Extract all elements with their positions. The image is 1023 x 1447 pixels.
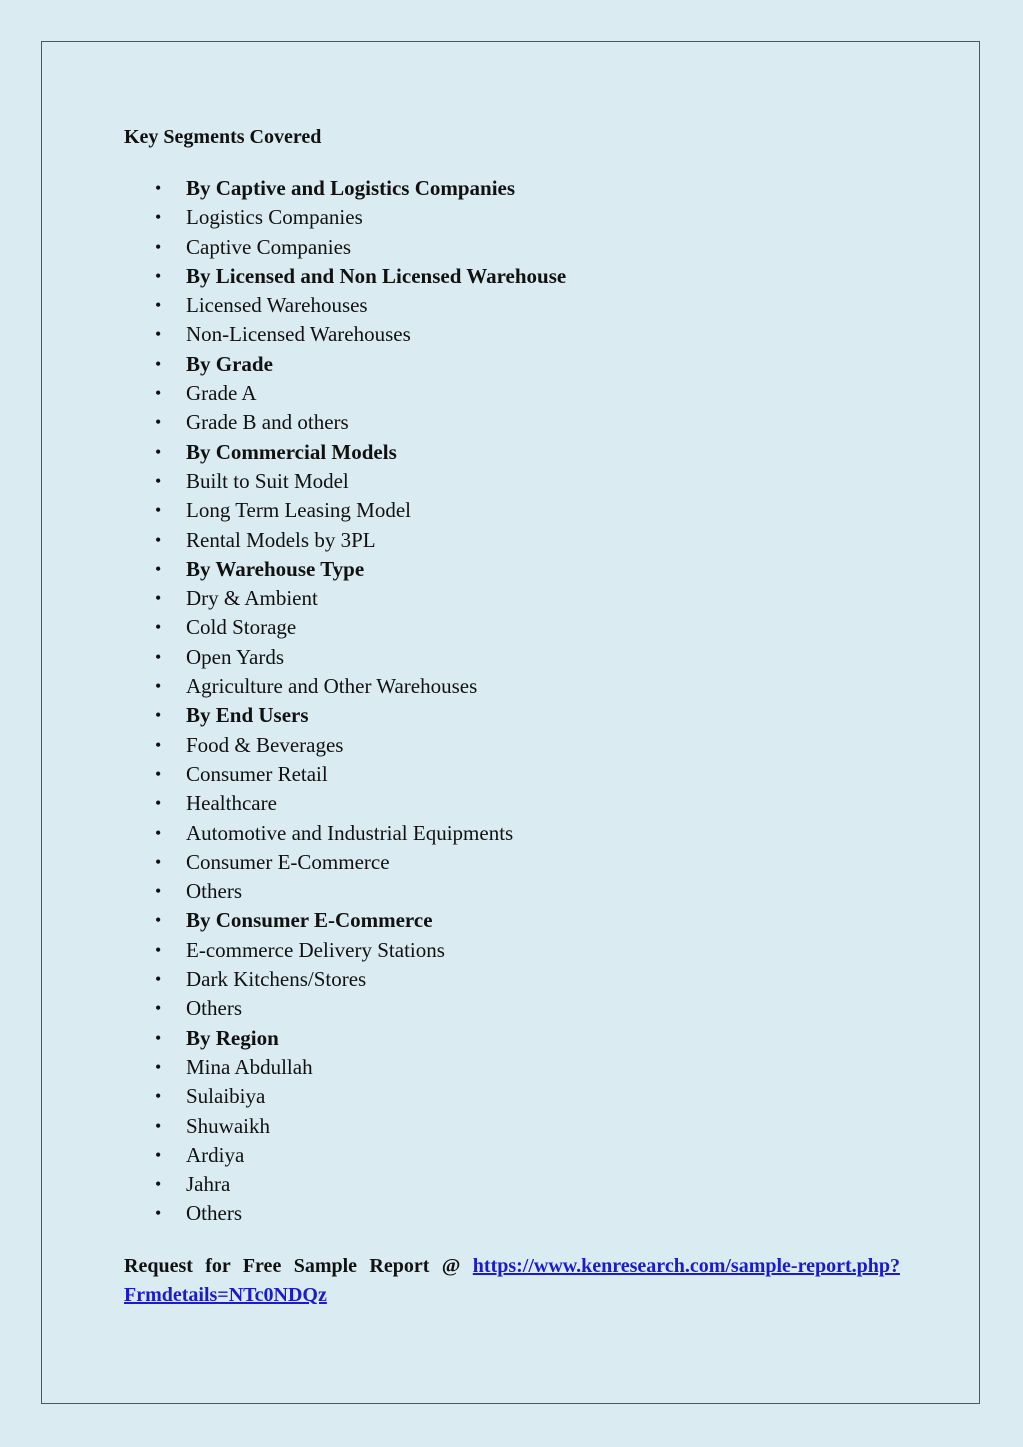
segment-list-item [124, 233, 566, 262]
segment-list-item [124, 320, 566, 349]
segment-label: By Licensed and Non Licensed Warehouse [186, 263, 567, 288]
sample-request-label: Request for Free Sample Report @ [124, 1255, 473, 1277]
segment-label: Ardiya [186, 1142, 245, 1167]
bullet-icon: • [155, 1086, 162, 1107]
bullet-icon: • [155, 441, 162, 462]
segment-label: Grade B and others [186, 410, 349, 435]
segment-list-item [124, 848, 566, 877]
segment-label: By End Users [186, 703, 309, 728]
segment-label: Jahra [186, 1172, 231, 1197]
segment-list-item [124, 379, 566, 408]
segment-category-item [124, 701, 566, 730]
segment-label: Logistics Companies [186, 205, 363, 230]
bullet-icon: • [155, 178, 162, 198]
bullet-icon: • [155, 910, 162, 931]
bullet-icon: • [155, 822, 162, 843]
segment-label: Consumer Retail [186, 761, 328, 786]
bullet-icon: • [155, 851, 162, 872]
segment-list [124, 174, 566, 1229]
segment-category-item [124, 262, 566, 291]
segment-list-item [124, 1082, 566, 1111]
segment-label: Rental Models by 3PL [186, 527, 376, 552]
bullet-icon: • [155, 1056, 162, 1077]
segment-list-item [124, 994, 566, 1023]
segment-list-item [124, 760, 566, 789]
segment-label: By Captive and Logistics Companies [186, 176, 516, 200]
segment-label: Non-Licensed Warehouses [186, 322, 411, 347]
bullet-icon: • [155, 412, 162, 433]
segment-label: E-commerce Delivery Stations [186, 937, 445, 962]
bullet-icon: • [155, 1144, 162, 1165]
segment-label: Others [186, 879, 242, 904]
bullet-icon: • [155, 646, 162, 667]
bullet-icon: • [155, 617, 162, 638]
segment-list-item [124, 526, 566, 555]
bullet-icon: • [155, 1115, 162, 1136]
bullet-icon: • [155, 705, 162, 726]
bullet-icon: • [155, 998, 162, 1019]
segment-label: Dark Kitchens/Stores [186, 967, 367, 992]
segment-label: By Consumer E-Commerce [186, 908, 433, 933]
segment-label: By Region [186, 1025, 279, 1050]
segment-list-item [124, 1199, 566, 1228]
segment-list-item [124, 819, 566, 848]
segment-list-item [124, 467, 566, 496]
bullet-icon: • [155, 324, 162, 345]
segment-list-item [124, 613, 566, 642]
bullet-icon: • [155, 295, 162, 316]
segment-list-item [124, 1112, 566, 1141]
segment-category-item [124, 1024, 566, 1053]
segment-label: Food & Beverages [186, 732, 344, 757]
segment-list-item [124, 1141, 566, 1170]
section-heading: Key Segments Covered [124, 126, 322, 148]
bullet-icon: • [155, 676, 162, 697]
segment-list-item [124, 936, 566, 965]
bullet-icon: • [155, 763, 162, 784]
segment-list-item [124, 408, 566, 437]
bullet-icon: • [155, 939, 162, 960]
segment-label: Healthcare [186, 791, 277, 816]
segment-list-item [124, 731, 566, 760]
segment-list-item [124, 643, 566, 672]
segment-label: Others [186, 996, 242, 1021]
segment-label: Grade A [186, 381, 257, 406]
bullet-icon: • [155, 470, 162, 491]
segment-list-item [124, 584, 566, 613]
segment-label: Built to Suit Model [186, 468, 349, 493]
segment-list-item [124, 789, 566, 818]
segment-label: Others [186, 1201, 242, 1226]
bullet-icon: • [155, 558, 162, 579]
segment-label: Automotive and Industrial Equipments [186, 820, 514, 845]
bullet-icon: • [155, 383, 162, 404]
sample-report-link[interactable]: https://www.kenresearch.com/sample-report.php?Frmdetails=NTc0NDQz [124, 1255, 900, 1306]
segment-category-item [124, 174, 566, 203]
segment-label: By Warehouse Type [186, 556, 365, 581]
segment-label: Sulaibiya [186, 1084, 266, 1109]
segment-list-item [124, 291, 566, 320]
segment-list-item [124, 672, 566, 701]
segment-label: By Commercial Models [186, 439, 397, 464]
segment-label: Captive Companies [186, 234, 352, 259]
segment-label: By Grade [186, 351, 273, 376]
segment-category-item [124, 438, 566, 467]
segment-category-item [124, 350, 566, 379]
bullet-icon: • [155, 207, 162, 228]
segment-label: Consumer E-Commerce [186, 849, 390, 874]
segment-label: Dry & Ambient [186, 586, 318, 611]
bullet-icon: • [155, 793, 162, 814]
bullet-icon: • [155, 353, 162, 374]
segment-label: Cold Storage [186, 615, 297, 640]
bullet-icon: • [155, 529, 162, 550]
segment-list-item [124, 1170, 566, 1199]
sample-request-paragraph [124, 1252, 900, 1310]
bullet-icon: • [155, 1203, 162, 1224]
bullet-icon: • [155, 969, 162, 990]
segment-label: Open Yards [186, 644, 285, 669]
segment-label: Shuwaikh [186, 1113, 270, 1138]
bullet-icon: • [155, 588, 162, 609]
bullet-icon: • [155, 1174, 162, 1195]
bullet-icon: • [155, 265, 162, 286]
segment-category-item [124, 906, 566, 935]
segment-list-item [124, 965, 566, 994]
bullet-icon: • [155, 1027, 162, 1048]
bullet-icon: • [155, 734, 162, 755]
segment-label: Long Term Leasing Model [186, 498, 412, 523]
segment-list-item [124, 203, 566, 232]
bullet-icon: • [155, 881, 162, 902]
segment-list-item [124, 877, 566, 906]
segment-category-item [124, 555, 566, 584]
segment-label: Mina Abdullah [186, 1054, 313, 1079]
bullet-icon: • [155, 236, 162, 257]
segment-list-item [124, 1053, 566, 1082]
segment-label: Licensed Warehouses [186, 293, 368, 318]
bullet-icon: • [155, 500, 162, 521]
segment-list-item [124, 496, 566, 525]
segment-label: Agriculture and Other Warehouses [186, 674, 478, 699]
